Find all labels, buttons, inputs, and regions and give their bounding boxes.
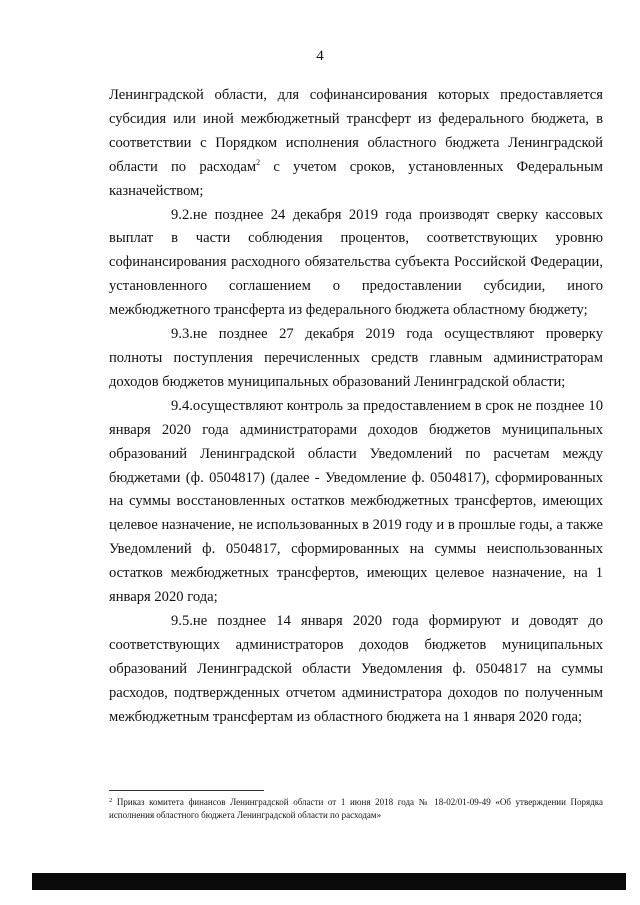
footnote [109,796,603,821]
continuation-text-end: с учетом сроков, установленных Федеральным казначейством; [109,158,603,199]
item-number: 9.4. [171,397,193,414]
continuation-paragraph [109,84,603,204]
footnote-divider [109,790,264,791]
item-number: 9.2. [171,206,193,223]
list-item [109,395,603,610]
item-text: не позднее 24 декабря 2019 года производят сверку кассовых выплат в части соблюдения процентов, соответствующих уровню софинансирования расходного обязательства субъекта Российской Федерации, установленного соглашением о предоставлении субсидии, иного межбюджетного трансферта из федерального бюджета областному бюджету; [109,206,603,319]
item-number: 9.5. [171,612,193,629]
footnote-reference: 2 [256,157,261,167]
item-text: осуществляют контроль за предоставлением в срок не позднее 10 января 2020 года администраторами доходов бюджетов муниципальных образований Ленинградской области Уведомлений по расчетам между бюджетами (ф. 0504817) (далее - Уведомление ф. 0504817), сформированных на суммы восстановленных остатков межбюджетных трансфертов, имеющих целевое назначение, не использованных в 2019 году и в прошлые годы, а также Уведомлений ф. 0504817, сформированных на суммы неиспользованных остатков межбюджетных трансфертов, имеющих целевое назначение, на 1 января 2020 года; [109,397,603,606]
footnote-text: Приказ комитета финансов Ленинградской области от 1 июня 2018 года № 18-02/01-09-49 «Об утверждении Порядка исполнения областного бюджета Ленинградской области по расходам» [109,797,604,820]
item-text: не позднее 27 декабря 2019 года осуществляют проверку полноты поступления перечисленных средств главным администраторам доходов бюджетов муниципальных образований Ленинградской области; [109,326,603,390]
item-text: не позднее 14 января 2020 года формируют и доводят до соответствующих администраторов доходов бюджетов муниципальных образований Ленинградской области Уведомления ф. 0504817 на суммы расходов, подтвержденных отчетом администратора доходов по полученным межбюджетным трансфертам из областного бюджета на 1 января 2020 года; [109,612,603,725]
item-number: 9.3. [171,326,193,343]
list-item [109,323,603,395]
continuation-text: Ленинградской области, для софинансирования которых предоставляется субсидия или иной межбюджетный трансферт из федерального бюджета, в соответствии с Порядком исполнения областного бюджета Ленинградской области по расходам [109,87,603,175]
footnote-marker: 2 [109,797,113,804]
scan-edge-bar [32,873,626,890]
document-body [109,84,603,729]
page-number: 4 [316,48,324,64]
list-item [109,204,603,324]
list-item [109,610,603,730]
